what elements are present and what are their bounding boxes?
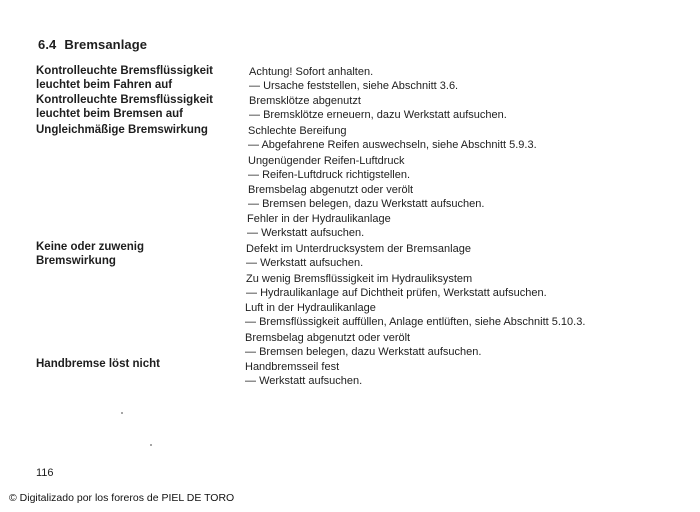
cause-title: Bremsbelag abgenutzt oder verölt	[245, 332, 411, 344]
cause-remedy: — Bremsen belegen, dazu Werkstatt aufsuchen.	[245, 346, 685, 360]
scan-speck	[150, 444, 152, 446]
cause-item	[246, 243, 686, 270]
cause-item	[248, 155, 688, 182]
cause-remedy: — Reifen-Luftdruck richtigstellen.	[248, 169, 688, 183]
cause-title: Defekt im Unterdrucksystem der Bremsanlage	[246, 243, 471, 255]
cause-remedy: — Werkstatt aufsuchen.	[246, 257, 686, 271]
cause-title: Schlechte Bereifung	[248, 125, 347, 137]
cause-remedy: — Ursache feststellen, siehe Abschnitt 3.6.	[249, 80, 689, 94]
cause-title: Ungenügender Reifen-Luftdruck	[248, 155, 405, 167]
cause-title: Luft in der Hydraulikanlage	[245, 302, 376, 314]
cause-item	[245, 361, 685, 388]
section-title	[38, 37, 147, 52]
problem-handbrake-stuck	[36, 357, 236, 371]
cause-remedy: — Werkstatt aufsuchen.	[247, 227, 687, 241]
cause-title: Handbremsseil fest	[245, 361, 340, 373]
cause-title: Fehler in der Hydraulikanlage	[247, 213, 391, 225]
problem-line: leuchtet beim Bremsen auf	[36, 108, 183, 120]
page-number: 116	[36, 467, 54, 479]
cause-remedy: — Bremsflüssigkeit auffüllen, Anlage entlüften, siehe Abschnitt 5.10.3.	[245, 316, 685, 330]
cause-item	[249, 95, 689, 122]
cause-item	[245, 332, 685, 359]
cause-remedy: — Hydraulikanlage auf Dichtheit prüfen, Werkstatt aufsuchen.	[246, 287, 686, 301]
problem-line: Ungleichmäßige Bremswirkung	[36, 124, 208, 136]
problem-warning-light-braking	[36, 93, 236, 121]
cause-item	[248, 184, 688, 211]
cause-item	[248, 125, 688, 152]
problem-line: Keine oder zuwenig	[36, 241, 144, 253]
problem-warning-light-driving	[36, 64, 236, 92]
scan-speck	[121, 412, 123, 414]
problem-line: Handbremse löst nicht	[36, 358, 160, 370]
problem-line: Bremswirkung	[36, 255, 116, 267]
cause-item	[247, 213, 687, 240]
problem-uneven-braking	[36, 123, 236, 137]
cause-item	[246, 273, 686, 300]
cause-remedy: — Abgefahrene Reifen auswechseln, siehe Abschnitt 5.9.3.	[248, 139, 688, 153]
cause-title: Bremsklötze abgenutzt	[249, 95, 361, 107]
cause-title: Achtung! Sofort anhalten.	[249, 66, 374, 78]
cause-item	[245, 302, 685, 329]
cause-remedy: — Bremsen belegen, dazu Werkstatt aufsuchen.	[248, 198, 688, 212]
cause-title: Bremsbelag abgenutzt oder verölt	[248, 184, 414, 196]
cause-remedy: — Werkstatt aufsuchen.	[245, 375, 685, 389]
problem-weak-braking	[36, 240, 236, 268]
problem-line: Kontrolleuchte Bremsflüssigkeit	[36, 94, 214, 106]
cause-title: Zu wenig Bremsflüssigkeit im Hydrauliksystem	[246, 273, 473, 285]
section-number: 6.4	[38, 37, 57, 52]
section-name: Bremsanlage	[64, 37, 148, 52]
problem-line: Kontrolleuchte Bremsflüssigkeit	[36, 65, 214, 77]
cause-item	[249, 66, 689, 93]
cause-remedy: — Bremsklötze erneuern, dazu Werkstatt aufsuchen.	[249, 109, 689, 123]
problem-line: leuchtet beim Fahren auf	[36, 79, 173, 91]
scan-credit: © Digitalizado por los foreros de PIEL DE TORO	[9, 492, 235, 504]
